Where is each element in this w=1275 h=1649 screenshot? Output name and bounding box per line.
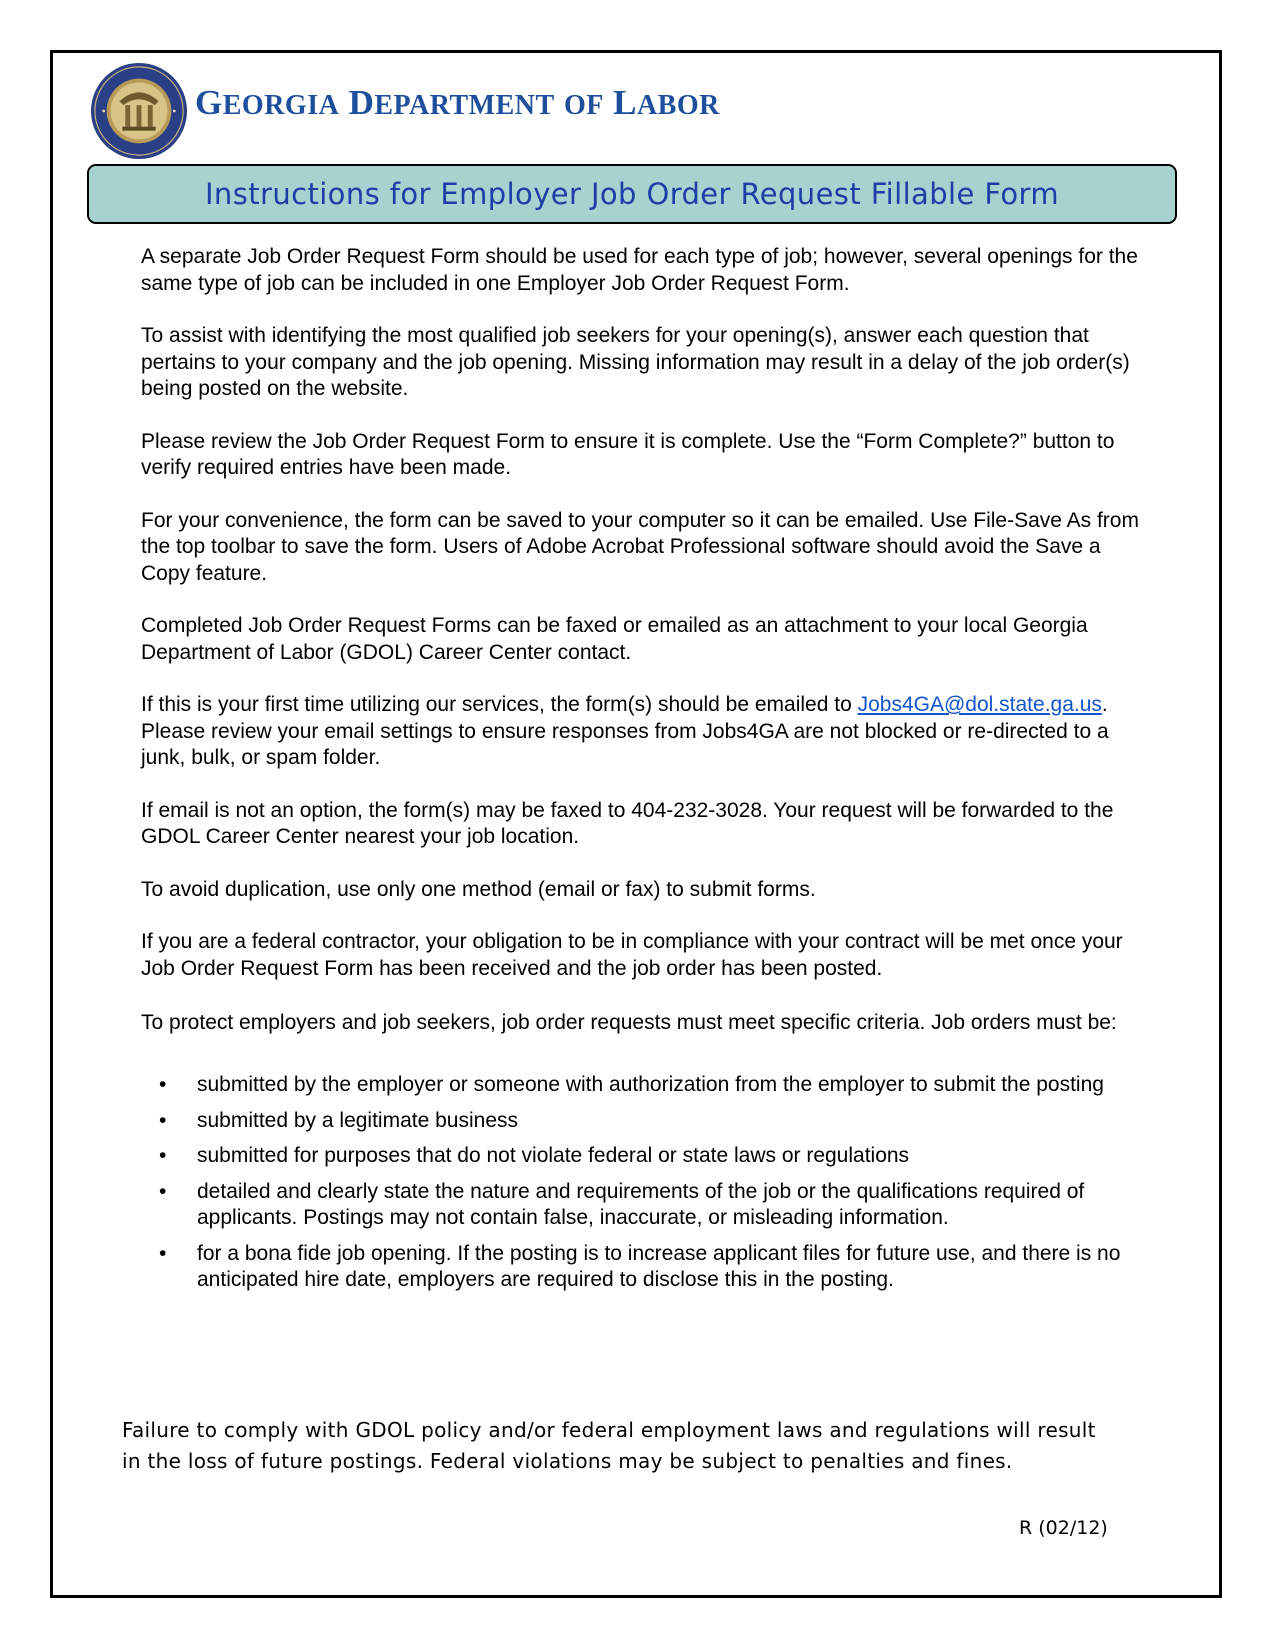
paragraph-separate-forms: A separate Job Order Request Form should be used for each type of job; however, several openings for the same type of job can be included in one Employer Job Order Request Form. (141, 245, 1138, 295)
first-time-text: If this is your first time utilizing our services, the form(s) should be emailed to (141, 693, 858, 716)
criteria-item: • detailed and clearly state the nature and requirements of the job or the qualifications required of applicants. Postings may not contain false, inaccurate, or misleading information. (141, 1179, 1141, 1232)
paragraph-fax-option: If email is not an option, the form(s) may be faxed to 404-232-3028. Your request will be forwarded to the GDOL Career Center nearest your job location. (141, 798, 1114, 848)
criteria-list (141, 1072, 1141, 1294)
page-title: Instructions for Employer Job Order Request Fillable Form (204, 177, 1059, 211)
title-banner (87, 164, 1177, 224)
paragraph-avoid-duplication: To avoid duplication, use only one method (email or fax) to submit forms. (141, 877, 816, 901)
compliance-warning: Failure to comply with GDOL policy and/or federal employment laws and regulations will result in the loss of future postings. Federal violations may be subject to penalties and fines. (122, 1418, 1096, 1473)
instructions-body (141, 244, 1141, 1303)
criteria-item: • submitted by a legitimate business (141, 1108, 1141, 1135)
revision-code: R (02/12) (1019, 1517, 1108, 1539)
email-settings-text: . Please review your email settings to ensure responses from Jobs4GA are not blocked or re-directed to a junk, bulk, or spam folder. (141, 693, 1109, 769)
paragraph-qualified-seekers: To assist with identifying the most qualified job seekers for your opening(s), answer each question that pertains to your company and the job opening. Missing information may result in a delay of the job order(s) being posted on the website. (141, 324, 1130, 400)
georgia-state-seal-icon (90, 62, 188, 160)
paragraph-first-time (141, 692, 1141, 772)
agency-name: GEORGIA DEPARTMENT OF LABOR (195, 83, 720, 122)
paragraph-federal-contractor: If you are a federal contractor, your obligation to be in compliance with your contract will be met once your Job Order Request Form has been received and the job order has been posted. (141, 930, 1123, 980)
paragraph-save-form: For your convenience, the form can be saved to your computer so it can be emailed. Use File-Save As from the top toolbar to save the form. Users of Adobe Acrobat Professional software should avoid the Save a Copy feature. (141, 508, 1139, 585)
criteria-item: • submitted by the employer or someone with authorization from the employer to submit the posting (141, 1072, 1141, 1099)
paragraph-criteria-intro: To protect employers and job seekers, job order requests must meet specific criteria. Job orders must be: (141, 1011, 1117, 1034)
criteria-item: • submitted for purposes that do not violate federal or state laws or regulations (141, 1143, 1141, 1170)
paragraph-fax-or-email: Completed Job Order Request Forms can be faxed or emailed as an attachment to your local Georgia Department of Labor (GDOL) Career Center contact. (141, 614, 1088, 664)
email-link[interactable]: Jobs4GA@dol.state.ga.us (857, 693, 1102, 716)
criteria-item: • for a bona fide job opening. If the posting is to increase applicant files for future use, and there is no anticipated hire date, employers are required to disclose this in the posting. (141, 1241, 1141, 1294)
paragraph-review-form: Please review the Job Order Request Form to ensure it is complete. Use the “Form Complete?” button to verify required entries have been made. (141, 429, 1115, 479)
